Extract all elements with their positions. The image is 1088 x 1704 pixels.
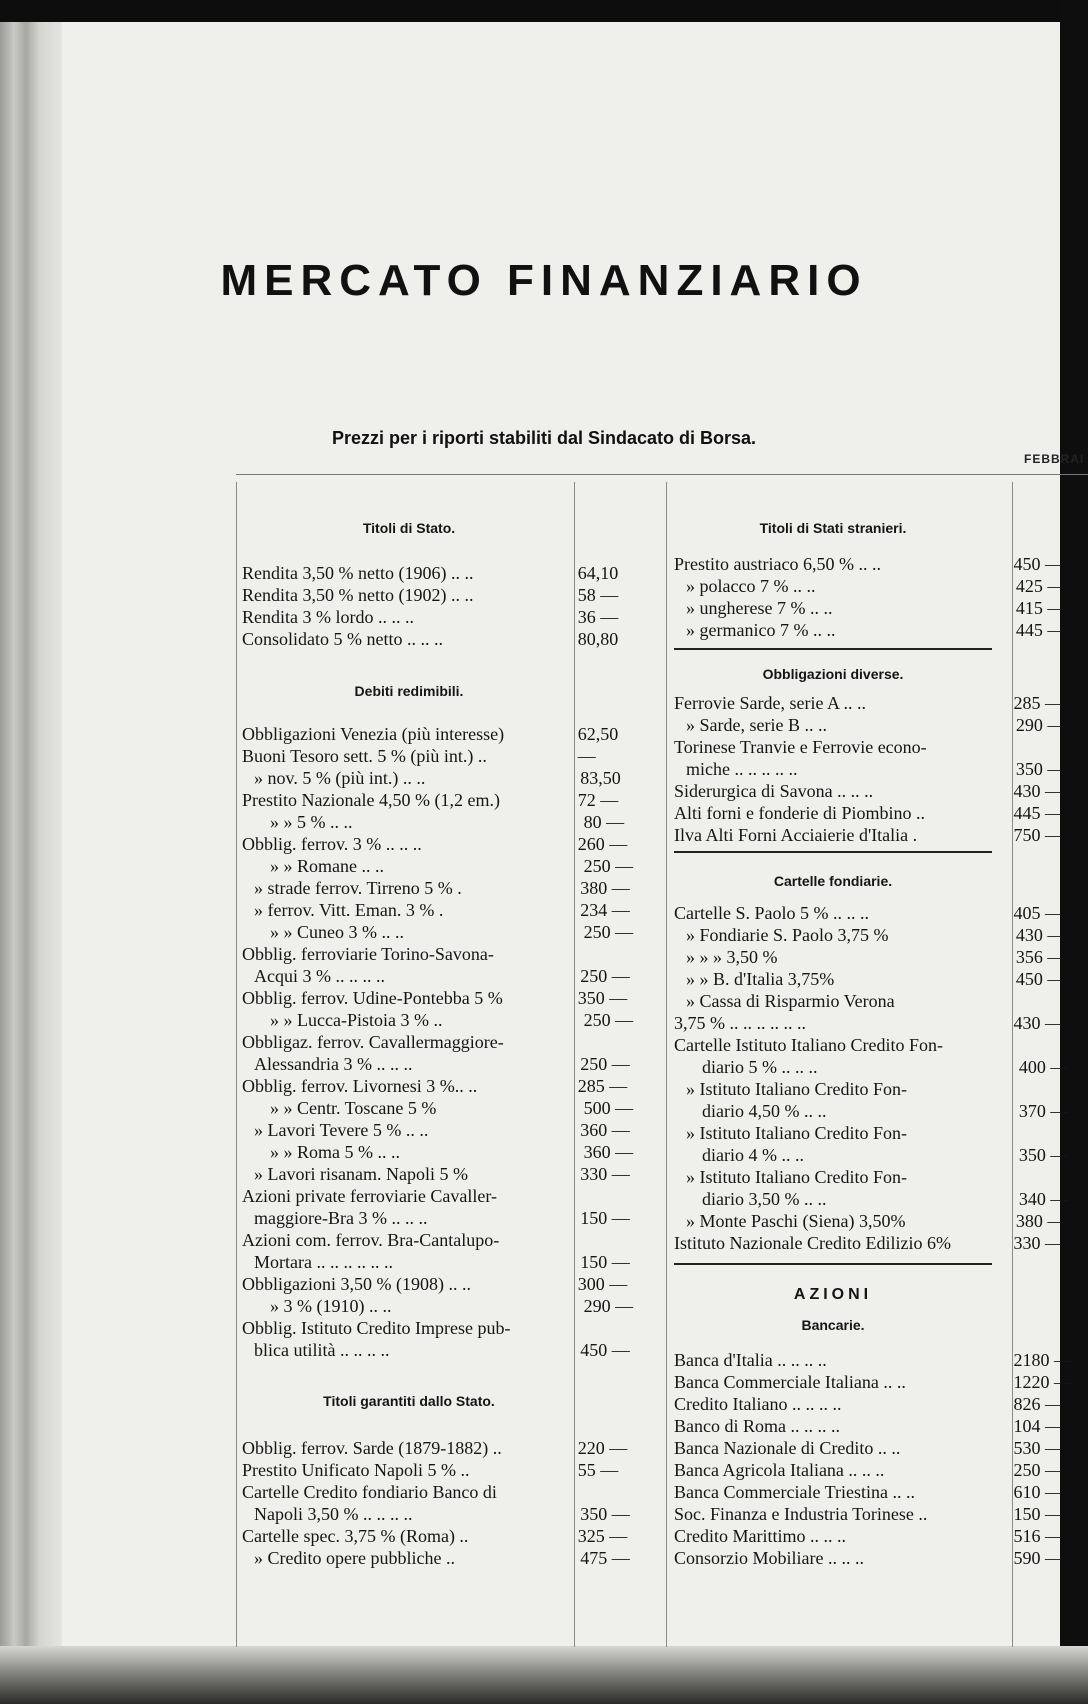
- row-label: Torinese Tranvie e Ferrovie econo-: [674, 737, 927, 757]
- table-row: [674, 990, 1088, 1012]
- section-heading: Debiti redimibili.: [354, 683, 464, 699]
- table-row: [242, 1295, 666, 1317]
- table-row: [674, 1437, 1088, 1459]
- row-value: 150 —: [1013, 1504, 1064, 1524]
- table-row: [242, 1273, 666, 1295]
- section-heading: Titoli di Stati stranieri.: [759, 520, 907, 536]
- row-value: 430 —: [1013, 1013, 1064, 1033]
- row-label: Obblig. ferroviarie Torino-Savona-: [242, 944, 494, 964]
- row-value: 360 —: [580, 1120, 630, 1140]
- table-row: [674, 1210, 1088, 1232]
- row-value: 62,50: [577, 724, 619, 744]
- row-value: —: [577, 746, 596, 766]
- section-heading: Titoli di Stato.: [362, 520, 456, 536]
- row-label: » nov. 5 % (più int.) .. ..: [254, 768, 426, 788]
- row-value: [570, 1185, 666, 1207]
- row-value: [570, 1229, 666, 1251]
- table-row: [242, 833, 666, 855]
- row-label: Obblig. ferrov. Livornesi 3 %.. ..: [242, 1076, 478, 1096]
- row-value: 450 —: [580, 1340, 630, 1360]
- row-value: 445 —: [1015, 620, 1066, 640]
- section-rule: [674, 1263, 992, 1265]
- row-value: [570, 1481, 666, 1503]
- row-label: Ferrovie Sarde, serie A .. ..: [674, 693, 866, 713]
- table-row: [674, 1547, 1088, 1569]
- row-label: Cartelle spec. 3,75 % (Roma) ..: [242, 1526, 469, 1546]
- table-row: [242, 1229, 666, 1251]
- row-label: » Lavori risanam. Napoli 5 %: [254, 1164, 468, 1184]
- row-label: Acqui 3 % .. .. .. ..: [254, 966, 385, 986]
- row-label: Credito Italiano .. .. .. ..: [674, 1394, 842, 1414]
- table-row: [674, 1012, 1088, 1034]
- row-label: » Istituto Italiano Credito Fon-: [686, 1167, 907, 1187]
- row-label: Cartelle S. Paolo 5 % .. .. ..: [674, 903, 869, 923]
- table-row: [242, 1053, 666, 1075]
- section-rule: [674, 648, 992, 650]
- date-label: FEBBRAI: [1024, 452, 1085, 466]
- row-label: Prestito Unificato Napoli 5 % ..: [242, 1460, 470, 1480]
- row-value: 430 —: [1013, 781, 1064, 801]
- page-subtitle: Prezzi per i riporti stabiliti dal Sindacato di Borsa.: [331, 428, 757, 448]
- row-label: Rendita 3 % lordo .. .. ..: [242, 607, 414, 627]
- table-row: [242, 1251, 666, 1273]
- row-value: [570, 1317, 666, 1339]
- table-row: [242, 606, 666, 628]
- row-label: » Istituto Italiano Credito Fon-: [686, 1123, 907, 1143]
- table-row: [242, 767, 666, 789]
- row-label: » » 5 % .. ..: [270, 812, 353, 832]
- row-label: Credito Marittimo .. .. ..: [674, 1526, 846, 1546]
- row-label: diario 4,50 % .. ..: [702, 1101, 827, 1121]
- table-row: [242, 1525, 666, 1547]
- row-label: 3,75 % .. .. .. .. .. ..: [674, 1013, 806, 1033]
- row-label: diario 5 % .. .. ..: [702, 1057, 818, 1077]
- row-value: 250 —: [580, 966, 630, 986]
- table-row: [242, 1163, 666, 1185]
- row-value: 285 —: [577, 1076, 628, 1096]
- row-label: » » » 3,50 %: [686, 947, 778, 967]
- row-value: 55 —: [577, 1460, 619, 1480]
- row-value: 234 —: [580, 900, 630, 920]
- table-row: [674, 692, 1088, 714]
- table-row: [242, 562, 666, 584]
- row-label: blica utilità .. .. .. ..: [254, 1340, 390, 1360]
- row-value: 590 —: [1013, 1548, 1064, 1568]
- table-row: [674, 1078, 1088, 1100]
- row-label: Alessandria 3 % .. .. ..: [254, 1054, 413, 1074]
- row-value: [1006, 1034, 1088, 1056]
- row-value: [1008, 1166, 1088, 1188]
- table-row: [674, 736, 1088, 758]
- row-label: Prestito Nazionale 4,50 % (1,2 em.): [242, 790, 500, 810]
- row-value: 150 —: [580, 1208, 630, 1228]
- row-value: 64,10: [577, 563, 619, 583]
- table-row: [242, 1481, 666, 1503]
- row-label: » » Lucca-Pistoia 3 % ..: [270, 1010, 443, 1030]
- table-row: [242, 789, 666, 811]
- section-rule: [674, 851, 992, 853]
- row-value: 150 —: [580, 1252, 630, 1272]
- row-label: Banca Commerciale Triestina .. ..: [674, 1482, 915, 1502]
- table-row: [242, 1503, 666, 1525]
- table-row: [674, 824, 1088, 846]
- row-label: » ungherese 7 % .. ..: [686, 598, 833, 618]
- table-row: [242, 921, 666, 943]
- table-row: [674, 1371, 1088, 1393]
- table-row: [674, 946, 1088, 968]
- table-row: [674, 1349, 1088, 1371]
- row-value: 250 —: [583, 856, 634, 876]
- row-label: » 3 % (1910) .. ..: [270, 1296, 392, 1316]
- row-value: 430 —: [1015, 925, 1066, 945]
- row-value: 610 —: [1013, 1482, 1064, 1502]
- row-label: Banca Agricola Italiana .. .. ..: [674, 1460, 885, 1480]
- row-label: Obbligazioni 3,50 % (1908) .. ..: [242, 1274, 471, 1294]
- table-row: [674, 780, 1088, 802]
- table-row: [242, 877, 666, 899]
- table-row: [242, 1075, 666, 1097]
- table-row: [242, 899, 666, 921]
- row-label: Prestito austriaco 6,50 % .. ..: [674, 554, 881, 574]
- row-label: Obbligazioni Venezia (più interesse): [242, 724, 505, 744]
- row-value: 72 —: [577, 790, 619, 810]
- row-label: Banca d'Italia .. .. .. ..: [674, 1350, 827, 1370]
- row-label: Banco di Roma .. .. .. ..: [674, 1416, 840, 1436]
- table-row: [674, 1525, 1088, 1547]
- table-row: [674, 1056, 1088, 1078]
- row-label: » Lavori Tevere 5 % .. ..: [254, 1120, 429, 1140]
- row-value: 250 —: [1013, 1460, 1064, 1480]
- row-label: Rendita 3,50 % netto (1902) .. ..: [242, 585, 474, 605]
- table-row: [674, 1459, 1088, 1481]
- row-label: Rendita 3,50 % netto (1906) .. ..: [242, 563, 474, 583]
- table-row: [674, 1232, 1088, 1254]
- row-label: Banca Nazionale di Credito .. ..: [674, 1438, 901, 1458]
- table-row: [674, 1034, 1088, 1056]
- table-row: [242, 943, 666, 965]
- row-value: 290 —: [1015, 715, 1066, 735]
- row-value: 475 —: [580, 1548, 630, 1568]
- row-value: 400 —: [1018, 1057, 1069, 1077]
- row-value: [1006, 736, 1088, 758]
- table-row: [242, 1119, 666, 1141]
- table-row: [674, 1503, 1088, 1525]
- row-label: diario 3,50 % .. ..: [702, 1189, 827, 1209]
- row-value: 83,50: [580, 768, 621, 788]
- table-row: [242, 1097, 666, 1119]
- column-border: [666, 482, 667, 1647]
- row-label: Ilva Alti Forni Acciaierie d'Italia .: [674, 825, 918, 845]
- row-label: Buoni Tesoro sett. 5 % (più int.) ..: [242, 746, 487, 766]
- row-value: 330 —: [1013, 1233, 1064, 1253]
- table-row: [674, 714, 1088, 736]
- row-value: 285 —: [1013, 693, 1064, 713]
- table-row: [242, 965, 666, 987]
- row-value: 220 —: [577, 1438, 628, 1458]
- row-label: Siderurgica di Savona .. .. ..: [674, 781, 874, 801]
- row-label: Consorzio Mobiliare .. .. ..: [674, 1548, 864, 1568]
- row-value: [570, 1031, 666, 1053]
- row-value: 405 —: [1013, 903, 1064, 923]
- row-value: 350 —: [1015, 759, 1066, 779]
- row-value: 300 —: [577, 1274, 628, 1294]
- row-label: Obblig. ferrov. Udine-Pontebba 5 %: [242, 988, 503, 1008]
- table-row: [674, 1481, 1088, 1503]
- row-label: Obblig. Istituto Credito Imprese pub-: [242, 1318, 511, 1338]
- section-heading: AZIONI: [793, 1286, 873, 1303]
- row-label: diario 4 % .. ..: [702, 1145, 804, 1165]
- row-label: Istituto Nazionale Credito Edilizio 6%: [674, 1233, 951, 1253]
- row-value: 330 —: [580, 1164, 630, 1184]
- table-row: [242, 1141, 666, 1163]
- row-label: » » B. d'Italia 3,75%: [686, 969, 835, 989]
- table-row: [242, 1459, 666, 1481]
- row-value: 290 —: [583, 1296, 634, 1316]
- table-row: [242, 628, 666, 650]
- table-row: [674, 924, 1088, 946]
- row-value: 350 —: [577, 988, 628, 1008]
- row-label: Azioni com. ferrov. Bra-Cantalupo-: [242, 1230, 500, 1250]
- table-top-rule: [236, 474, 1088, 475]
- page-title: MERCATO FINANZIARIO: [220, 256, 868, 305]
- row-value: 250 —: [580, 1054, 630, 1074]
- table-row: [242, 1437, 666, 1459]
- row-label: » germanico 7 % .. ..: [686, 620, 836, 640]
- table-row: [674, 575, 1088, 597]
- table-row: [674, 1393, 1088, 1415]
- table-row: [674, 758, 1088, 780]
- row-label: Azioni private ferroviarie Cavaller-: [242, 1186, 498, 1206]
- row-label: » » Romane .. ..: [270, 856, 384, 876]
- row-label: » » Cuneo 3 % .. ..: [270, 922, 404, 942]
- row-value: 450 —: [1015, 969, 1066, 989]
- table-row: [242, 584, 666, 606]
- row-value: 80 —: [583, 812, 625, 832]
- row-label: » Cassa di Risparmio Verona: [686, 991, 895, 1011]
- row-value: 370 —: [1018, 1101, 1069, 1121]
- row-value: 530 —: [1013, 1438, 1064, 1458]
- scan-margin-bottom: [0, 1646, 1088, 1704]
- row-label: Obblig. ferrov. 3 % .. .. ..: [242, 834, 422, 854]
- row-value: [1008, 1078, 1088, 1100]
- table-row: [242, 1207, 666, 1229]
- row-value: 356 —: [1015, 947, 1066, 967]
- table-row: [674, 619, 1088, 641]
- table-row: [242, 811, 666, 833]
- column-border: [236, 482, 237, 1647]
- table-row: [242, 1547, 666, 1569]
- table-row: [674, 902, 1088, 924]
- row-label: Cartelle Istituto Italiano Credito Fon-: [674, 1035, 943, 1055]
- row-value: [1008, 1122, 1088, 1144]
- row-value: 445 —: [1013, 803, 1064, 823]
- table-row: [242, 745, 666, 767]
- row-label: Napoli 3,50 % .. .. .. ..: [254, 1504, 413, 1524]
- row-value: 325 —: [577, 1526, 628, 1546]
- table-row: [674, 1122, 1088, 1144]
- row-value: [1008, 990, 1088, 1012]
- table-row: [674, 968, 1088, 990]
- row-value: 250 —: [583, 1010, 634, 1030]
- row-value: 1220 —: [1013, 1372, 1073, 1392]
- row-label: » Credito opere pubbliche ..: [254, 1548, 455, 1568]
- row-value: 340 —: [1018, 1189, 1069, 1209]
- row-value: 80,80: [577, 629, 619, 649]
- row-value: 350 —: [1018, 1145, 1069, 1165]
- row-value: 500 —: [583, 1098, 634, 1118]
- scan-margin-top: [0, 0, 1088, 22]
- table-row: [242, 1317, 666, 1339]
- table-row: [242, 1185, 666, 1207]
- row-value: 425 —: [1015, 576, 1066, 596]
- row-label: » Sarde, serie B .. ..: [686, 715, 827, 735]
- row-label: Consolidato 5 % netto .. .. ..: [242, 629, 443, 649]
- row-label: » Istituto Italiano Credito Fon-: [686, 1079, 907, 1099]
- table-row: [674, 802, 1088, 824]
- row-value: 260 —: [577, 834, 628, 854]
- row-value: 2180 —: [1013, 1350, 1073, 1370]
- row-value: 750 —: [1013, 825, 1064, 845]
- table-row: [674, 1188, 1088, 1210]
- row-value: 350 —: [580, 1504, 630, 1524]
- table-row: [242, 723, 666, 745]
- row-label: » Fondiarie S. Paolo 3,75 %: [686, 925, 889, 945]
- row-value: 360 —: [583, 1142, 634, 1162]
- table-row: [674, 1144, 1088, 1166]
- section-heading: Bancarie.: [801, 1317, 865, 1333]
- row-label: » ferrov. Vitt. Eman. 3 % .: [254, 900, 444, 920]
- row-value: 36 —: [577, 607, 619, 627]
- row-label: » » Roma 5 % .. ..: [270, 1142, 400, 1162]
- row-value: 104 —: [1013, 1416, 1064, 1436]
- table-row: [674, 597, 1088, 619]
- row-label: Obblig. ferrov. Sarde (1879-1882) ..: [242, 1438, 502, 1458]
- table-row: [674, 1100, 1088, 1122]
- row-value: 516 —: [1013, 1526, 1064, 1546]
- row-label: » Monte Paschi (Siena) 3,50%: [686, 1211, 906, 1231]
- row-value: 58 —: [577, 585, 619, 605]
- table-row: [242, 987, 666, 1009]
- row-value: [570, 943, 666, 965]
- table-row: [242, 1339, 666, 1361]
- section-heading: Obbligazioni diverse.: [762, 666, 904, 682]
- row-label: Mortara .. .. .. .. .. ..: [254, 1252, 393, 1272]
- row-label: » polacco 7 % .. ..: [686, 576, 816, 596]
- table-row: [242, 1031, 666, 1053]
- row-value: 380 —: [1015, 1211, 1066, 1231]
- row-label: Obbligaz. ferrov. Cavallermaggiore-: [242, 1032, 504, 1052]
- row-label: » » Centr. Toscane 5 %: [270, 1098, 437, 1118]
- row-label: » strade ferrov. Tirreno 5 % .: [254, 878, 462, 898]
- table-row: [674, 1415, 1088, 1437]
- row-label: miche .. .. .. .. ..: [686, 759, 798, 779]
- row-label: Banca Commerciale Italiana .. ..: [674, 1372, 906, 1392]
- row-value: 450 —: [1013, 554, 1064, 574]
- row-value: 826 —: [1013, 1394, 1064, 1414]
- section-heading: Cartelle fondiarie.: [773, 873, 893, 889]
- row-value: 415 —: [1015, 598, 1066, 618]
- section-heading: Titoli garantiti dallo Stato.: [323, 1393, 495, 1409]
- table-row: [242, 855, 666, 877]
- row-value: 380 —: [580, 878, 630, 898]
- row-label: Cartelle Credito fondiario Banco di: [242, 1482, 497, 1502]
- table-row: [242, 1009, 666, 1031]
- row-value: 250 —: [583, 922, 634, 942]
- table-row: [674, 553, 1088, 575]
- row-label: Alti forni e fonderie di Piombino ..: [674, 803, 925, 823]
- row-label: Soc. Finanza e Industria Torinese ..: [674, 1504, 928, 1524]
- row-label: maggiore-Bra 3 % .. .. ..: [254, 1208, 428, 1228]
- table-row: [674, 1166, 1088, 1188]
